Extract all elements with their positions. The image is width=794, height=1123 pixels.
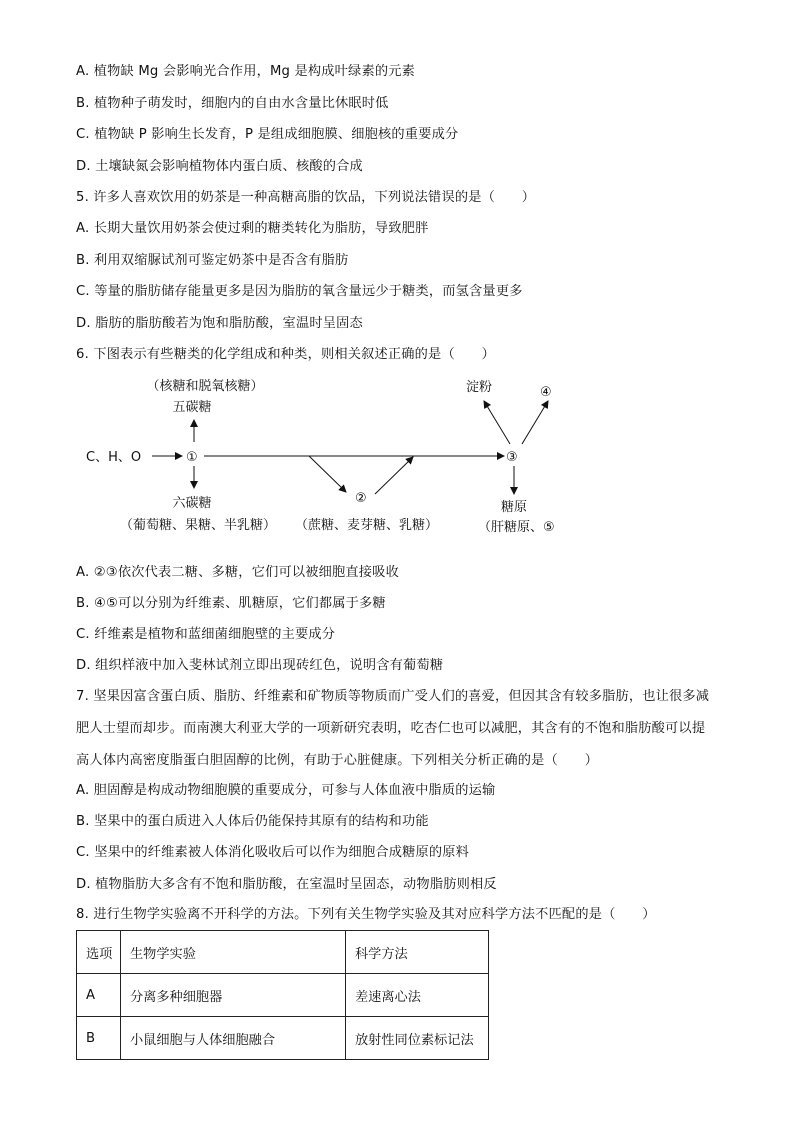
q6-option-a: A. ②③依次代表二糖、多糖，它们可以被细胞直接吸收 [76,565,399,580]
arrow-to-4 [522,401,548,444]
q5-option-d: D. 脂肪的脂肪酸若为饱和脂肪酸，室温时呈固态 [76,316,363,331]
table-row [77,1017,489,1060]
q5-option-a: A. 长期大量饮用奶茶会使过剩的糖类转化为脂肪，导致肥胖 [76,221,429,236]
disaccharide-note-label: （蔗糖、麦芽糖、乳糖） [295,518,439,533]
glycogen-note-label: （肝糖原、⑤ [478,520,555,535]
q7-option-b: B. 坚果中的蛋白质进入人体后仍能保持其原有的结构和功能 [76,814,429,829]
q5-option-c: C. 等量的脂肪储存能量更多是因为脂肪的氧含量远少于糖类，而氢含量更多 [76,284,523,299]
q7-option-a: A. 胆固醇是构成动物细胞膜的重要成分，可参与人体血液中脂质的运输 [76,783,496,798]
table-row [77,974,489,1017]
glycogen-label: 糖原 [500,500,528,515]
node-1-label: ① [186,450,198,465]
table-header-row [77,931,489,974]
q6-option-c: C. 纤维素是植物和蓝细菌细胞壁的主要成分 [76,627,336,642]
table-header-cell: 科学方法 [346,931,489,974]
table-header-cell: 选项 [77,931,121,974]
q6-stem: 6. 下图表示有些糖类的化学组成和种类，则相关叙述正确的是（ ） [76,347,495,362]
q4-option-b: B. 植物种子萌发时，细胞内的自由水含量比休眠时低 [76,96,389,111]
q4-option-d: D. 土壤缺氮会影响植物体内蛋白质、核酸的合成 [76,159,363,174]
q8-stem: 8. 进行生物学实验离不开科学的方法。下列有关生物学实验及其对应科学方法不匹配的是（ ） [76,907,656,922]
table-header-cell: 生物学实验 [121,931,346,974]
arrow-2-up [375,457,413,494]
q4-option-a: A. 植物缺 Mg 会影响光合作用，Mg 是构成叶绿素的元素 [76,64,415,79]
arrow-to-starch [484,401,510,444]
q7-option-c: C. 坚果中的纤维素被人体消化吸收后可以作为细胞合成糖原的原料 [76,845,470,860]
starch-label: 淀粉 [466,380,493,395]
table-cell: 差速离心法 [346,974,489,1017]
node-2-label: ② [355,491,367,506]
node-3-label: ③ [506,450,518,465]
q7-stem: 7. 坚果因富含蛋白质、脂肪、纤维素和矿物质等物质而广受人们的喜爱，但因其含有较多脂肪，也让很多减肥人士望而却步。而南澳大利亚大学的一项新研究表明，吃杏仁也可以减肥，其含有的不饱和脂肪酸可以提高人体内高密度脂蛋白胆固醇的比例，有助于心脏健康。下列相关分析正确的是（ ） [76,689,710,768]
experiment-methods-table [76,930,489,1060]
table-cell: 分离多种细胞器 [121,974,346,1017]
table-cell: 放射性同位素标记法 [346,1017,489,1060]
q6-option-d: D. 组织样液中加入斐林试剂立即出现砖红色，说明含有葡萄糖 [76,658,444,673]
node-4-label: ④ [540,385,552,400]
elements-label: C、H、O [86,450,142,465]
hexose-label: 六碳糖 [172,496,212,511]
q5-stem: 5. 许多人喜欢饮用的奶茶是一种高糖高脂的饮品，下列说法错误的是（ ） [76,190,536,205]
q5-option-b: B. 利用双缩脲试剂可鉴定奶茶中是否含有脂肪 [76,253,349,268]
table-cell: B [77,1017,121,1060]
table-cell: 小鼠细胞与人体细胞融合 [121,1017,346,1060]
arrow-to-2 [309,456,346,492]
sugar-classification-diagram [70,370,590,545]
q6-option-b: B. ④⑤可以分别为纤维素、肌糖原，它们都属于多糖 [76,596,386,611]
table-cell: A [77,974,121,1017]
pentose-note-label: （核糖和脱氧核糖） [146,379,264,394]
hexose-note-label: （葡萄糖、果糖、半乳糖） [119,518,277,533]
q7-option-d: D. 植物脂肪大多含有不饱和脂肪酸，在室温时呈固态，动物脂肪则相反 [76,877,497,892]
q4-option-c: C. 植物缺 P 影响生长发育，P 是组成细胞膜、细胞核的重要成分 [76,127,459,142]
pentose-label: 五碳糖 [172,400,212,415]
